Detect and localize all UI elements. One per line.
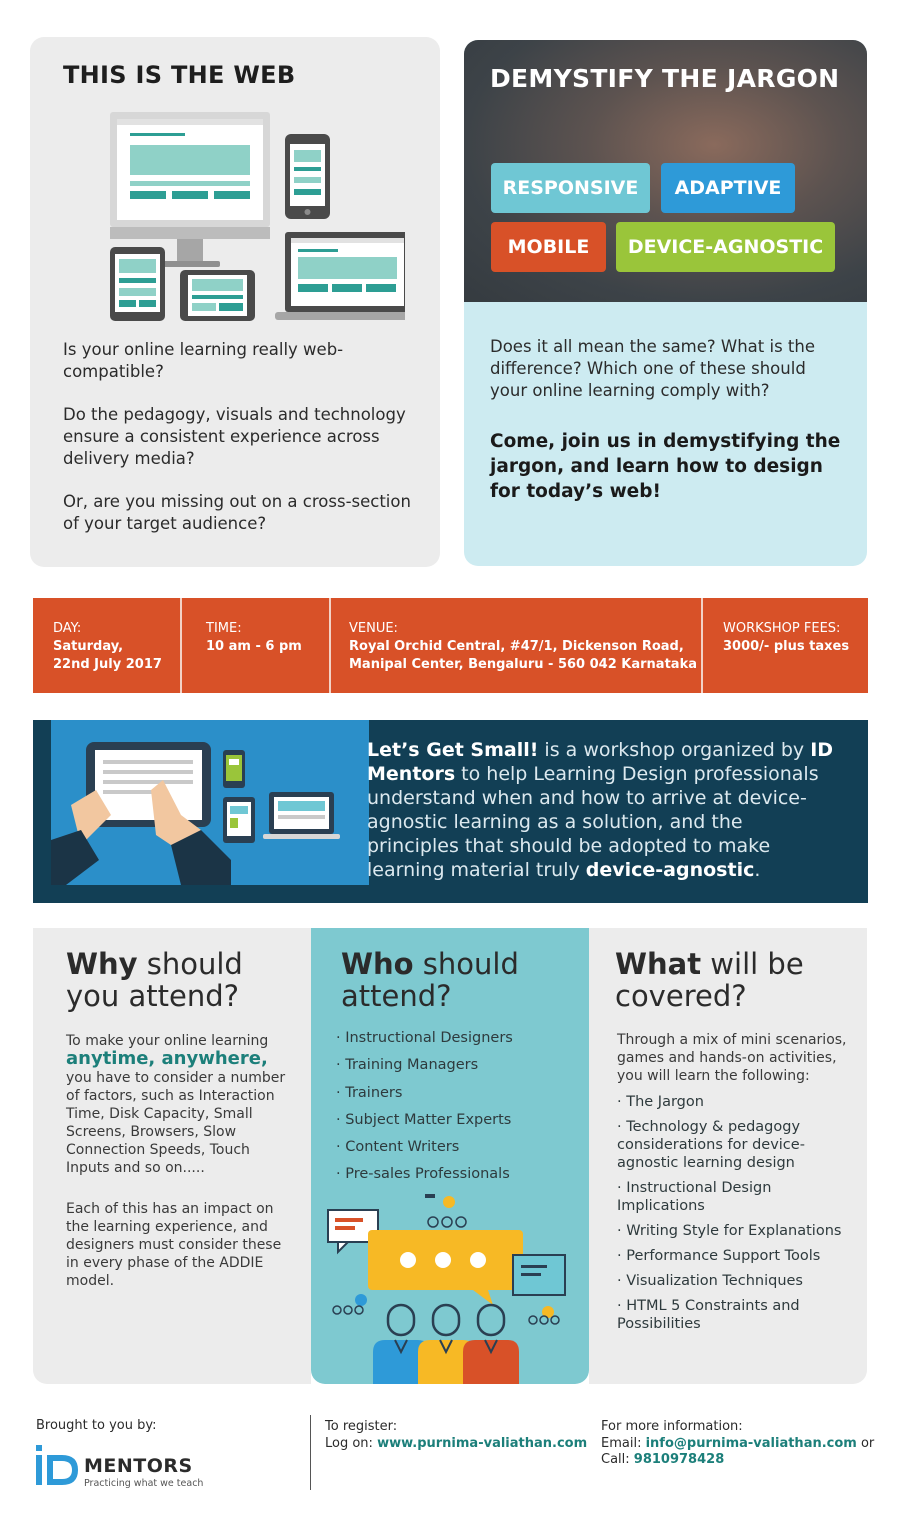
why-paragraph-1 [66, 1032, 288, 1177]
time-label: TIME: [206, 621, 242, 636]
why-heading-bold: Why [66, 947, 138, 981]
tablet-icon [110, 247, 165, 321]
list-item: · Subject Matter Experts [336, 1111, 512, 1128]
time-value: 10 am - 6 pm [206, 639, 302, 654]
why-attend-column [33, 928, 311, 1384]
logon-label: Log on: [325, 1435, 378, 1451]
more-info-label: For more information: [601, 1419, 743, 1434]
who-list [336, 1030, 513, 1194]
phone-icon [285, 134, 330, 219]
phone-number[interactable]: 9810978428 [633, 1452, 725, 1467]
list-item: · Technology & pedagogy considerations for device-agnostic learning design [617, 1119, 805, 1171]
event-info-bar [33, 598, 868, 693]
call-label: Call: [601, 1452, 634, 1467]
who-heading-rest: should attend? [341, 947, 519, 1013]
web-card-title: THIS IS THE WEB [63, 61, 296, 89]
what-heading-rest: will be covered? [615, 947, 804, 1013]
laptop-icon [275, 232, 405, 320]
info-venue [349, 598, 699, 693]
why-paragraph-2: Each of this has an impact on the learning experience, and designers must consider these in every phase of the ADDIE model. [66, 1201, 282, 1289]
what-intro: Through a mix of mini scenarios, games and hands-on activities, you will learn the following: [617, 1032, 847, 1084]
list-item: · Visualization Techniques [617, 1273, 803, 1289]
register-label: To register: [325, 1419, 398, 1434]
brought-by-label: Brought to you by: [36, 1418, 157, 1433]
day-value-line1: Saturday, [53, 639, 124, 654]
info-fees [723, 598, 863, 693]
why-highlight: anytime, anywhere, [66, 1048, 268, 1069]
tablet-landscape-icon [180, 270, 255, 321]
tablet-hands-illustration [51, 720, 369, 885]
info-day [53, 598, 193, 693]
list-item: · The Jargon [617, 1094, 704, 1110]
workshop-text-1: is a workshop organized by [538, 739, 811, 761]
why-heading-rest: should you attend? [66, 947, 243, 1013]
list-item: · Performance Support Tools [617, 1248, 821, 1264]
why-heading [66, 948, 286, 1012]
logo-tagline: Practicing what we teach [84, 1478, 204, 1489]
email-label: Email: [601, 1435, 646, 1451]
list-item: · Instructional Design Implications [617, 1180, 772, 1214]
jargon-photo-panel [464, 40, 867, 302]
who-heading [341, 948, 561, 1012]
jargon-title: DEMYSTIFY THE JARGON [490, 64, 840, 93]
what-list [617, 1093, 863, 1340]
workshop-banner [33, 720, 868, 903]
list-item: · HTML 5 Constraints and Possibilities [617, 1298, 800, 1332]
or-text: or [856, 1435, 875, 1451]
workshop-keyword: device-agnostic [585, 859, 755, 881]
logo-text: MENTORS [84, 1455, 193, 1477]
footer [0, 1400, 900, 1531]
jargon-cta: Come, join us in demystifying the jargon, and learn how to design for today’s web! [490, 431, 841, 502]
email-link[interactable]: info@purnima-valiathan.com [645, 1435, 857, 1451]
workshop-text-2: to help Learning Design professionals understand when and how to arrive at device-agnostic learning as a solution, and the principles that should be adopted to make learning material truly [367, 763, 819, 881]
desktop-icon [110, 112, 270, 267]
question-consistency: Do the pedagogy, visuals and technology ensure a consistent experience across delivery media? [63, 405, 406, 468]
workshop-name: Let’s Get Small! [367, 739, 539, 761]
what-covered-column [589, 928, 867, 1384]
more-info-block [601, 1419, 874, 1469]
tag-device-agnostic: DEVICE-AGNOSTIC [616, 222, 835, 272]
venue-value-line1: Royal Orchid Central, #47/1, Dickenson Road, [349, 639, 684, 654]
info-divider [701, 598, 703, 693]
list-item: · Content Writers [336, 1139, 460, 1156]
jargon-card [464, 40, 867, 566]
list-item: · Pre-sales Professionals [336, 1166, 510, 1183]
list-item: · Trainers [336, 1084, 403, 1101]
question-audience: Or, are you missing out on a cross-section of your target audience? [63, 492, 411, 533]
people-chat-illustration [323, 1190, 583, 1384]
day-value-line2: 22nd July 2017 [53, 657, 162, 672]
info-time [206, 598, 336, 693]
who-attend-column [311, 928, 589, 1384]
id-logo-icon [36, 1442, 84, 1490]
web-card [30, 37, 440, 567]
fees-label: WORKSHOP FEES: [723, 621, 841, 636]
register-link[interactable]: www.purnima-valiathan.com [377, 1435, 588, 1451]
info-divider [180, 598, 182, 693]
hands-tablet-icon [51, 720, 369, 885]
organizer-name: ID Mentors [367, 739, 834, 785]
register-block [325, 1419, 587, 1452]
venue-value-line2: Manipal Center, Bengaluru - 560 042 Karnataka [349, 657, 697, 672]
question-web-compatible: Is your online learning really web-compatible? [63, 340, 344, 381]
devices-illustration [75, 107, 405, 327]
why-p1-rest: you have to consider a number of factors, such as Interaction Time, Disk Capacity, Small Screens, Browsers, Slow Connection Speeds, Touch Inputs and so on..... [66, 1070, 286, 1176]
what-heading-bold: What [615, 947, 702, 981]
tag-mobile: MOBILE [491, 222, 606, 272]
list-item: · Instructional Designers [336, 1030, 513, 1046]
tag-adaptive: ADAPTIVE [661, 163, 795, 213]
what-heading [615, 948, 845, 1012]
jargon-question: Does it all mean the same? What is the difference? Which one of these should your online learning comply with? [490, 337, 816, 400]
workshop-text-3: . [754, 859, 761, 881]
venue-label: VENUE: [349, 621, 398, 636]
list-item: · Writing Style for Explanations [617, 1223, 842, 1239]
info-divider [329, 598, 331, 693]
fees-value: 3000/- plus taxes [723, 639, 850, 654]
tag-responsive: RESPONSIVE [491, 163, 650, 213]
who-heading-bold: Who [341, 947, 414, 981]
id-mentors-logo [36, 1442, 236, 1490]
why-p1-lead: To make your online learning [66, 1033, 269, 1049]
list-item: · Training Managers [336, 1057, 479, 1074]
day-label: DAY: [53, 621, 82, 636]
workshop-description [367, 738, 837, 882]
footer-divider [310, 1415, 311, 1490]
